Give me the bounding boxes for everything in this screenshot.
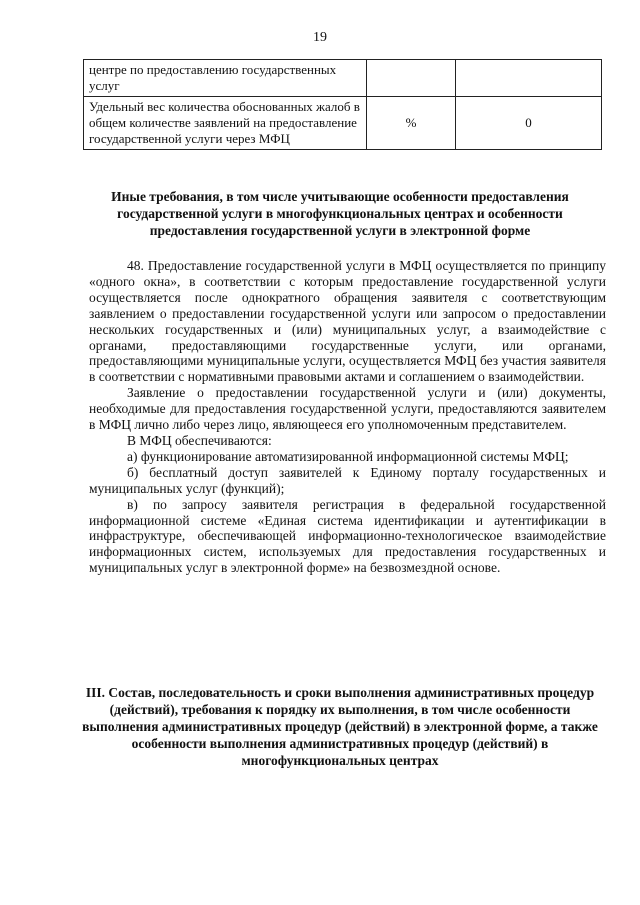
chapter-heading: III. Состав, последовательность и сроки выполнения административных процедур (действий), требования к порядку их выполнения, в том числе особенности выполнения административных процедур (действий) в электронной форме, а также особенности выполнения административных процедур (действий) в многофункциональных центрах	[82, 685, 598, 768]
paragraph: В МФЦ обеспечиваются:	[127, 432, 272, 448]
table-cell-unit: %	[367, 97, 456, 150]
paragraph: 48. Предоставление государственной услуги в МФЦ осуществляется по принципу «одного окна», в соответствии с которым предоставление государственной услуги осуществляется после однократного обращения заявителя с соответствующим заявлением о предоставлении государственной услуги или запросом о предоставлении нескольких государственных и (или) муниципальных услуг, а взаимодействие с органами, предоставляющими государственные услуги, или органами, предоставляющими муниципальные услуги, осуществляется МФЦ без участия заявителя в соответствии с нормативными правовыми актами и соглашением о взаимодействии.	[89, 258, 606, 385]
paragraph: Заявление о предоставлении государственной услуги и (или) документы, необходимые для предоставления государственной услуги, предоставляются заявителем в МФЦ лично либо через лицо, являющееся его уполномоченным представителем.	[89, 385, 606, 433]
section-heading: Иные требования, в том числе учитывающие особенности предоставления государственной услуги в многофункциональных центрах и особенности предоставления государственной услуги в электронной форме	[111, 189, 569, 238]
indicators-table	[83, 59, 602, 150]
list-item: а) функционирование автоматизированной информационной системы МФЦ;	[127, 448, 569, 464]
table-row	[84, 60, 602, 97]
page-number: 19	[313, 30, 327, 45]
table-cell-unit	[367, 60, 456, 97]
list-item: б) бесплатный доступ заявителей к Единому порталу государственных и муниципальных услуг (функций);	[89, 464, 606, 496]
body-text	[89, 258, 606, 576]
table-cell-value	[456, 60, 602, 97]
table-cell-value: 0	[456, 97, 602, 150]
table-cell-indicator: центре по предоставлению государственных услуг	[84, 60, 367, 97]
table-cell-indicator: Удельный вес количества обоснованных жалоб в общем количестве заявлений на предоставление государственной услуги через МФЦ	[84, 97, 367, 150]
table-row	[84, 97, 602, 150]
list-item: в) по запросу заявителя регистрация в федеральной государственной информационной системе «Единая система идентификации и аутентификации в инфраструктуре, обеспечивающей информационно-технологическое взаимодействие информационных систем, используемых для предоставления государственных и муниципальных услуг в электронной форме» на безвозмездной основе.	[89, 496, 606, 576]
